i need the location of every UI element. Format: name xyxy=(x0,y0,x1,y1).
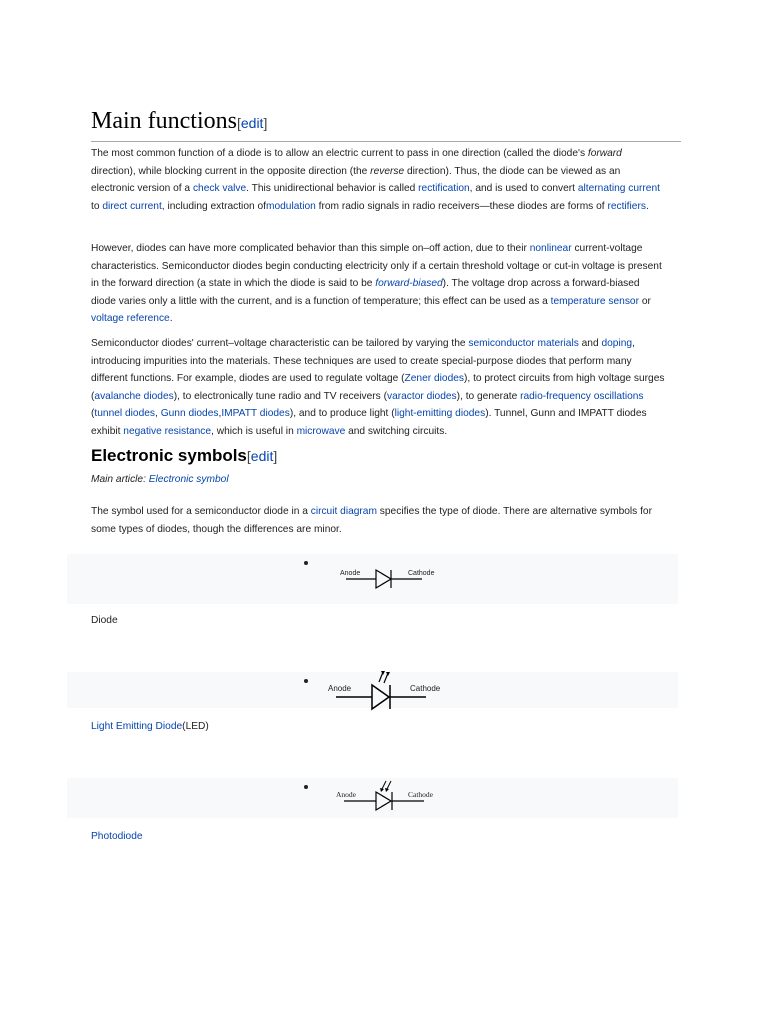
link-check-valve[interactable]: check valve xyxy=(192,183,247,195)
gallery-caption-led: Light Emitting Diode(LED) xyxy=(91,721,209,732)
link-gunn-diodes[interactable]: Gunn diodes xyxy=(160,408,219,420)
hatnote: Main article: Electronic symbol xyxy=(91,474,229,485)
link-radio-frequency-oscillations[interactable]: radio-frequency oscillations xyxy=(520,390,644,402)
cathode-label: Cathode xyxy=(408,790,433,799)
anode-label: Anode xyxy=(340,570,361,577)
link-photodiode[interactable]: Photodiode xyxy=(91,831,143,842)
edit-section-link[interactable]: edit xyxy=(250,448,274,464)
link-voltage-reference[interactable]: voltage reference xyxy=(91,313,170,325)
link-electronic-symbol[interactable]: Electronic symbol xyxy=(148,474,229,485)
link-negative-resistance[interactable]: negative resistance xyxy=(123,425,212,437)
photodiode-symbol-icon xyxy=(334,780,444,816)
link-light-emitting-diode[interactable]: Light Emitting Diode xyxy=(91,721,183,732)
link-alternating-current[interactable]: alternating current xyxy=(577,183,660,195)
paragraph-2: However, diodes can have more complicated behavior than this simple on–off action, due to their nonlinear current-voltage characteristics. Semiconductor diodes begin conducting electricity only if a certain threshold voltage or cut-in voltage is present in the forward direction (a state in which the diode is said to be forward-biased). The voltage drop across a forward-biased diode varies only a little with the current, and is a function of temperature; this effect can be used as a temperature sensor or voltage reference. xyxy=(91,243,662,325)
cathode-label: Cathode xyxy=(408,570,435,577)
section-title: Electronic symbols xyxy=(91,446,247,465)
link-tunnel-diodes[interactable]: tunnel diodes xyxy=(94,408,156,420)
edit-section-link[interactable]: edit xyxy=(240,115,264,131)
edit-section-wrapper: [edit] xyxy=(246,448,278,464)
link-avalanche-diodes[interactable]: avalanche diodes xyxy=(94,390,174,402)
led-symbol-icon xyxy=(326,668,446,712)
link-rectifiers[interactable]: rectifiers xyxy=(607,200,646,212)
link-direct-current[interactable]: direct current xyxy=(102,200,162,212)
cathode-label: Cathode xyxy=(410,684,441,693)
section-heading-electronic-symbols xyxy=(91,444,277,468)
link-semiconductor-materials[interactable]: semiconductor materials xyxy=(468,338,579,349)
edit-section-wrapper: [edit] xyxy=(236,115,268,131)
paragraph-3: Semiconductor diodes' current–voltage characteristic can be tailored by varying the semiconductor materials and doping, introducing impurities into the materials. These techniques are used to create special-purpose diodes that perform many different functions. For example, diodes are used to regulate voltage (Zener diodes), to protect circuits from high voltage surges (avalanche diodes), to electronically tune radio and TV receivers (varactor diodes), to generate radio-frequency oscillations (tunnel diodes, Gunn diodes,IMPATT diodes), and to produce light (light-emitting diodes). Tunnel, Gunn and IMPATT diodes exhibit negative resistance, which is useful in microwave and switching circuits. xyxy=(91,338,665,437)
link-zener-diodes[interactable]: Zener diodes xyxy=(404,373,465,385)
anode-label: Anode xyxy=(336,790,356,799)
gallery-caption-photodiode xyxy=(91,831,143,842)
link-temperature-sensor[interactable]: temperature sensor xyxy=(550,295,639,307)
link-doping[interactable]: doping xyxy=(601,338,633,349)
gallery-caption-diode: Diode xyxy=(91,615,118,626)
bullet-icon xyxy=(304,561,308,565)
link-microwave[interactable]: microwave xyxy=(296,425,346,437)
paragraph-1: The most common function of a diode is to allow an electric current to pass in one direction (called the diode's forward direction), while blocking current in the opposite direction (the reverse direction). Thus, the diode can be viewed as an electronic version of a check valve. This unidirectional behavior is called rectification, and is used to convert alternating current to direct current, including extraction ofmodulation from radio signals in radio receivers—these diodes are forms of rectifiers. xyxy=(91,148,660,212)
link-circuit-diagram[interactable]: circuit diagram xyxy=(310,506,377,517)
paragraph-4: The symbol used for a semiconductor diode in a circuit diagram specifies the type of diode. There are alternative symbols for some types of diodes, though the differences are minor. xyxy=(91,506,652,535)
section-title: Main functions xyxy=(91,108,237,134)
link-modulation[interactable]: modulation xyxy=(265,200,316,212)
section-heading-main-functions xyxy=(91,106,681,142)
link-impatt-diodes[interactable]: IMPATT diodes xyxy=(221,408,290,420)
bullet-icon xyxy=(304,679,308,683)
link-varactor-diodes[interactable]: varactor diodes xyxy=(386,390,457,402)
link-nonlinear[interactable]: nonlinear xyxy=(529,243,572,254)
link-rectification[interactable]: rectification xyxy=(418,183,470,195)
link-light-emitting-diodes[interactable]: light-emitting diodes xyxy=(394,408,486,420)
bullet-icon xyxy=(304,785,308,789)
link-forward-biased[interactable]: forward-biased xyxy=(375,278,443,290)
diode-symbol-icon xyxy=(338,562,440,594)
anode-label: Anode xyxy=(328,684,352,693)
